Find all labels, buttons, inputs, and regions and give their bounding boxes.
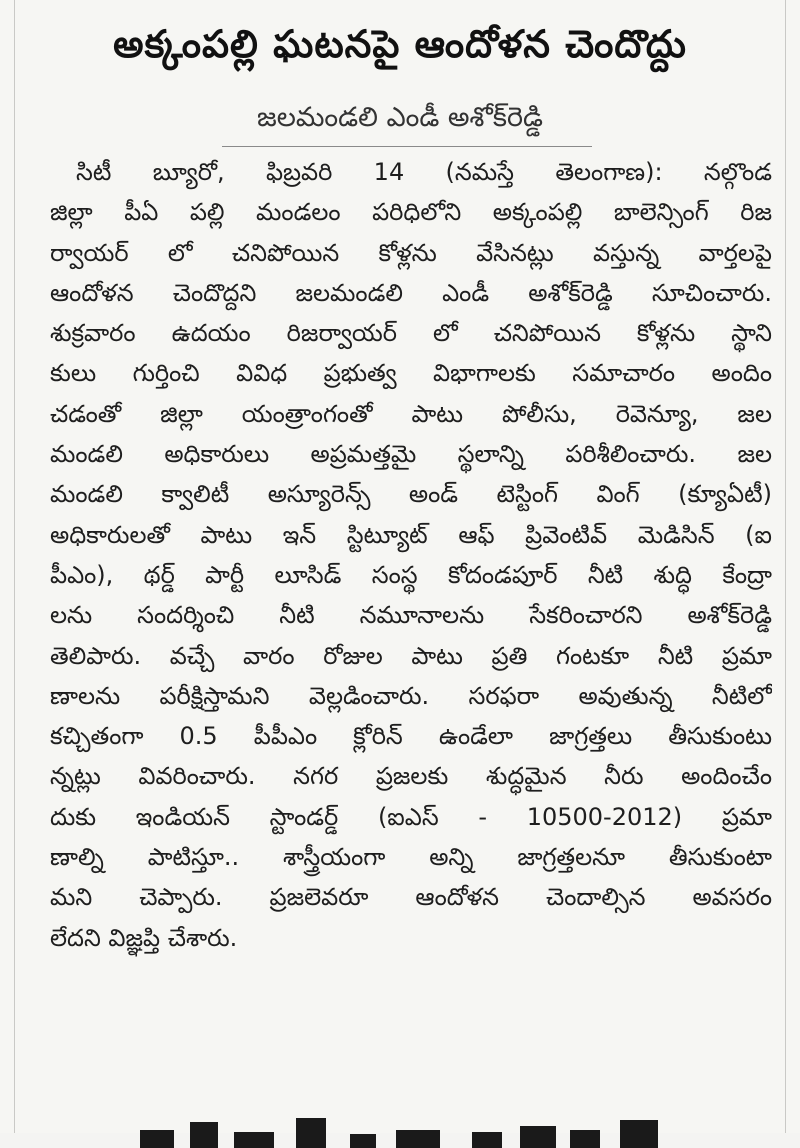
column-divider-right xyxy=(785,0,786,1133)
next-article-headline-cropped xyxy=(100,1108,700,1148)
body-line: లేదని విజ్ఞప్తి చేశారు. xyxy=(50,923,238,952)
body-line: జిల్లా పీఏ పల్లి మండలం పరిధిలోని అక్కంపల్లి బాలెన్సింగ్ రిజ xyxy=(50,198,772,227)
body-line: సిటీ బ్యూరో, ఫిబ్రవరి 14 (నమస్తే తెలంగాణ): నల్గొండ xyxy=(76,158,772,186)
body-line: అధికారులతో పాటు ఇన్ స్టిట్యూట్ ఆఫ్ ప్రివెంటివ్ మెడిసిన్ (ఐ xyxy=(50,520,772,549)
body-line: చడంతో జిల్లా యంత్రాంగంతో పాటు పోలీసు, రెవెన్యూ, జల xyxy=(50,399,772,428)
body-line: ణాల్ని పాటిస్తూ.. శాస్త్రీయంగా అన్ని జాగ్రత్తలనూ తీసుకుంటా xyxy=(50,843,772,872)
body-line: పీఎం), థర్డ్ పార్టీ లూసిడ్ సంస్థ కోదండపూర్ నీటి శుద్ధి కేంద్రా xyxy=(50,560,772,589)
body-line: మండలి అధికారులు అప్రమత్తమై స్థలాన్ని పరిశీలించారు. జల xyxy=(50,440,772,469)
article-body xyxy=(50,152,772,958)
article-headline: అక్కంపల్లి ఘటనపై ఆందోళన చెందొద్దు xyxy=(113,22,687,66)
body-line: కులు గుర్తించి వివిధ ప్రభుత్వ విభాగాలకు సమాచారం అందిం xyxy=(50,359,772,388)
body-line: మండలి క్వాలిటీ అస్యూరెన్స్ అండ్ టెస్టింగ్ వింగ్ (క్యూఏటీ) xyxy=(50,480,772,509)
body-line: కచ్చితంగా 0.5 పీపీఎం క్లోరిన్ ఉండేలా జాగ్రత్తలు తీసుకుంటు xyxy=(50,722,772,751)
column-divider-left xyxy=(14,0,15,1133)
body-line: లను సందర్శించి నీటి నమూనాలను సేకరించారని అశోక్‌రెడ్డి xyxy=(50,601,772,630)
body-line: శుక్రవారం ఉదయం రిజర్వాయర్ లో చనిపోయిన కోళ్లను స్థాని xyxy=(50,319,772,348)
body-line: ర్వాయర్ లో చనిపోయిన కోళ్లను వేసినట్లు వస్తున్న వార్తలపై xyxy=(50,238,772,267)
body-line: న్నట్లు వివరించారు. నగర ప్రజలకు శుద్ధమైన నీరు అందించేం xyxy=(50,762,772,791)
body-line: ఆందోళన చెందొద్దని జలమండలి ఎండీ అశోక్‌రెడ్డి సూచించారు. xyxy=(50,278,772,307)
body-line: మని చెప్పారు. ప్రజలెవరూ ఆందోళన చెందాల్సిన అవసరం xyxy=(50,883,772,912)
body-line: తెలిపారు. వచ్చే వారం రోజుల పాటు ప్రతి గంటకూ నీటి ప్రమా xyxy=(50,641,772,670)
body-line: దుకు ఇండియన్ స్టాండర్డ్ (ఐఎస్ - 10500-2012) ప్రమా xyxy=(50,802,772,831)
cropped-headline-glyphs xyxy=(100,1108,700,1148)
article-subheadline: జలమండలి ఎండీ అశోక్‌రెడ్డి xyxy=(256,102,543,133)
body-line: ణాలను పరీక్షిస్తామని వెల్లడించారు. సరఫరా అవుతున్న నీటిలో xyxy=(50,681,772,710)
subheadline-underline xyxy=(222,146,592,147)
